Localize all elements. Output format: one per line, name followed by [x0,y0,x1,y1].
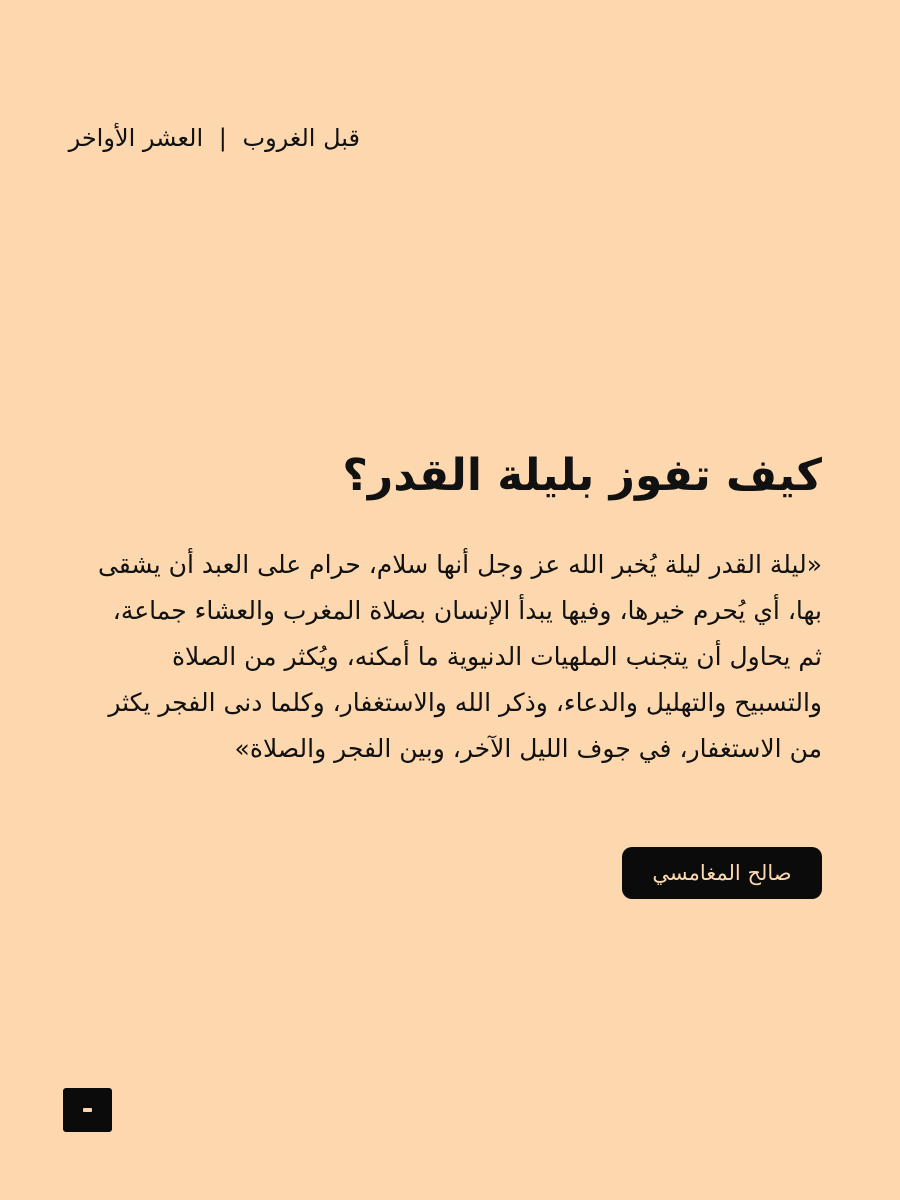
dash-icon [83,1108,92,1112]
header-line [60,124,360,152]
header-separator: | [218,124,227,152]
page-marker [63,1088,112,1132]
author-badge [622,847,822,899]
page-title: كيف تفوز بليلة القدر؟ [342,450,822,501]
author-name: صالح المغامسي [652,861,792,885]
header-segment-left: العشر الأواخر [68,124,204,152]
header-segment-right: قبل الغروب [242,124,360,152]
quote-text: «ليلة القدر ليلة يُخبر الله عز وجل أنها سلام، حرام على العبد أن يشقى بها، أي يُحرم خيرها، وفيها يبدأ الإنسان بصلاة المغرب والعشاء جماعة، ثم يحاول أن يتجنب الملهيات الدنيوية ما أمكنه، ويُكثر من الصلاة والتسبيح والتهليل والدعاء، وذكر الله والاستغفار، وكلما دنى الفجر يكثر من الاستغفار، في جوف الليل الآخر، وبين الفجر والصلاة» [97,550,822,763]
